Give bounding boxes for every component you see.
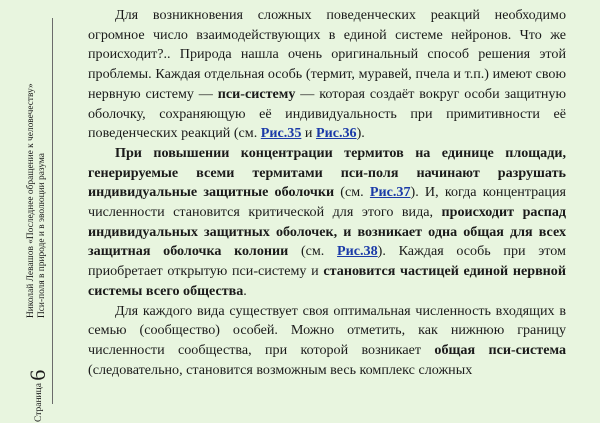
- chapter-title: Пси-поля в природе и в эволюции разума: [37, 153, 47, 318]
- figure-link[interactable]: Рис.37: [369, 184, 411, 201]
- book-title-block: [26, 83, 48, 318]
- bold-text: происходит распад индивидуальных защитных оболочек, и возникает одна общая для всех защитная оболочка колонии: [88, 204, 567, 260]
- page-label: Страница: [34, 383, 44, 422]
- paragraph: [88, 144, 566, 302]
- page-margin: [0, 0, 52, 423]
- bold-text: пси-систему: [217, 85, 296, 102]
- text-run: ).: [356, 125, 365, 142]
- paragraph: [88, 302, 566, 381]
- text-run: ). Каждая особь при этом приобретает открытую пси-систему и: [88, 243, 566, 280]
- figure-link[interactable]: Рис.38: [337, 243, 378, 260]
- paragraph: [88, 6, 566, 144]
- text-run: (см.: [334, 184, 370, 201]
- text-run: .: [243, 282, 247, 299]
- text-run: (следовательно, становится возможным весь комплекс сложных: [88, 361, 473, 378]
- margin-divider: [52, 18, 53, 404]
- text-run: Для каждого вида существует своя оптимальная численность входящих в семью (сообщество) особей. Можно отметить, как нижнюю границу численности сообщества, при которой возникает: [88, 302, 566, 358]
- page-number: 6: [25, 369, 50, 381]
- page-number-block: [25, 369, 50, 422]
- book-title: Николай Левашов «Последнее обращение к человечеству»: [26, 83, 36, 318]
- bold-text: общая пси-система: [434, 341, 566, 358]
- figure-link[interactable]: Рис.35: [260, 125, 302, 142]
- text-run: — которая создаёт вокруг особи защитную оболочку, сохраняющую её индивидуальность при примитивности её поведенческих реакций (см.: [88, 85, 566, 142]
- text-run: (см.: [288, 243, 338, 260]
- text-run: и: [301, 125, 316, 142]
- text-run: Для возникновения сложных поведенческих реакций необходимо огромное число взаимодействующих в единой системе нейронов. Что же происходит?.. Природа нашла очень оригинальный способ решения этой проблемы. Каждая отдельная особь (термит, муравей, пчела и т.п.) имеют свою нервную систему —: [88, 7, 566, 102]
- figure-link[interactable]: Рис.36: [315, 125, 357, 142]
- bold-text: становится частицей единой нервной системы всего общества: [88, 263, 566, 299]
- body-text: [88, 6, 566, 380]
- text-run: ). И, когда концентрация численности становится критической для этого вида,: [88, 184, 566, 221]
- bold-text: При повышении концентрации термитов на единице площади, генерируемые всеми термитами пси-поля начинают разрушать индивидуальные защитные оболочки: [88, 144, 566, 201]
